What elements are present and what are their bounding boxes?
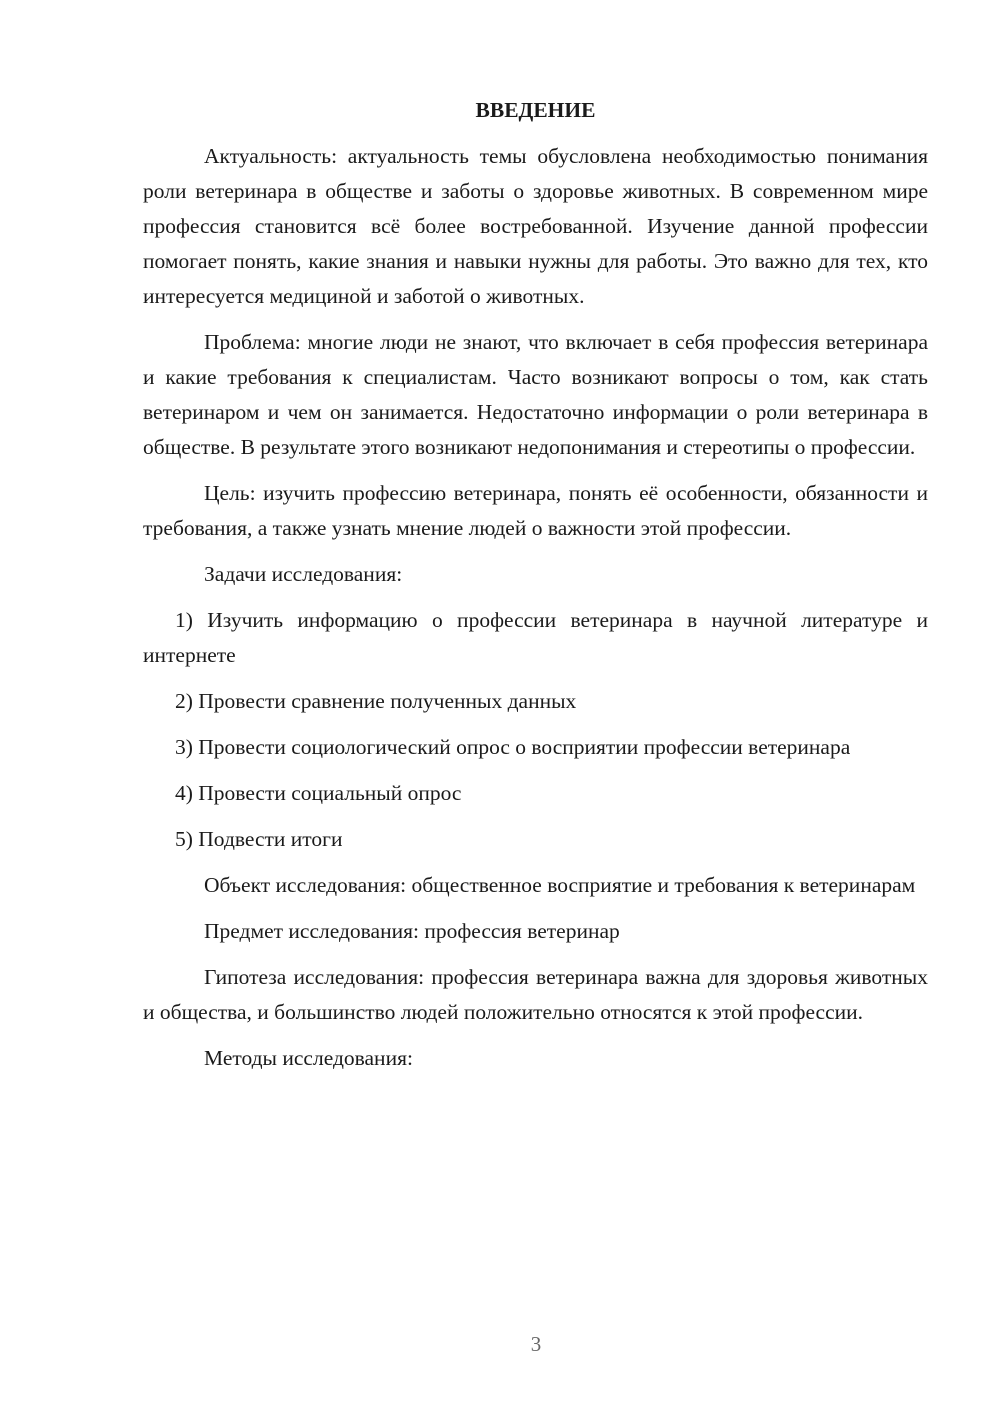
methods-heading: Методы исследования: (204, 1046, 413, 1070)
list-item: 4) Провести социальный опрос (175, 781, 462, 805)
paragraph-goal: Цель: изучить профессию ветеринара, понять её особенности, обязанности и требования, а также узнать мнение людей о важности этой профессии. (143, 481, 928, 540)
tasks-list (143, 603, 928, 857)
list-item: 3) Провести социологический опрос о восприятии профессии ветеринара (175, 735, 851, 759)
paragraph-problem: Проблема: многие люди не знают, что включает в себя профессия ветеринара и какие требования к специалистам. Часто возникают вопросы о том, как стать ветеринаром и чем он занимается. Недостаточно информации о роли ветеринара в обществе. В результате этого возникают недопонимания и стереотипы о профессии. (143, 330, 928, 459)
paragraph-object: Объект исследования: общественное восприятие и требования к ветеринарам (204, 873, 916, 897)
paragraph-subject: Предмет исследования: профессия ветеринар (204, 919, 620, 943)
section-title: ВВЕДЕНИЕ (475, 98, 596, 122)
document-page (143, 95, 928, 1087)
list-item: 5) Подвести итоги (175, 827, 343, 851)
page-number: 3 (530, 1332, 542, 1356)
list-item: 1) Изучить информацию о профессии ветеринара в научной литературе и интернете (143, 608, 928, 667)
paragraph-relevance: Актуальность: актуальность темы обусловлена необходимостью понимания роли ветеринара в обществе и заботы о здоровье животных. В современном мире профессия становится всё более востребованной. Изучение данной профессии помогает понять, какие знания и навыки нужны для работы. Это важно для тех, кто интересуется медициной и заботой о животных. (143, 144, 928, 308)
list-item: 2) Провести сравнение полученных данных (175, 689, 577, 713)
paragraph-hypothesis: Гипотеза исследования: профессия ветеринара важна для здоровья животных и общества, и большинство людей положительно относятся к этой профессии. (143, 965, 928, 1024)
tasks-heading: Задачи исследования: (204, 562, 403, 586)
